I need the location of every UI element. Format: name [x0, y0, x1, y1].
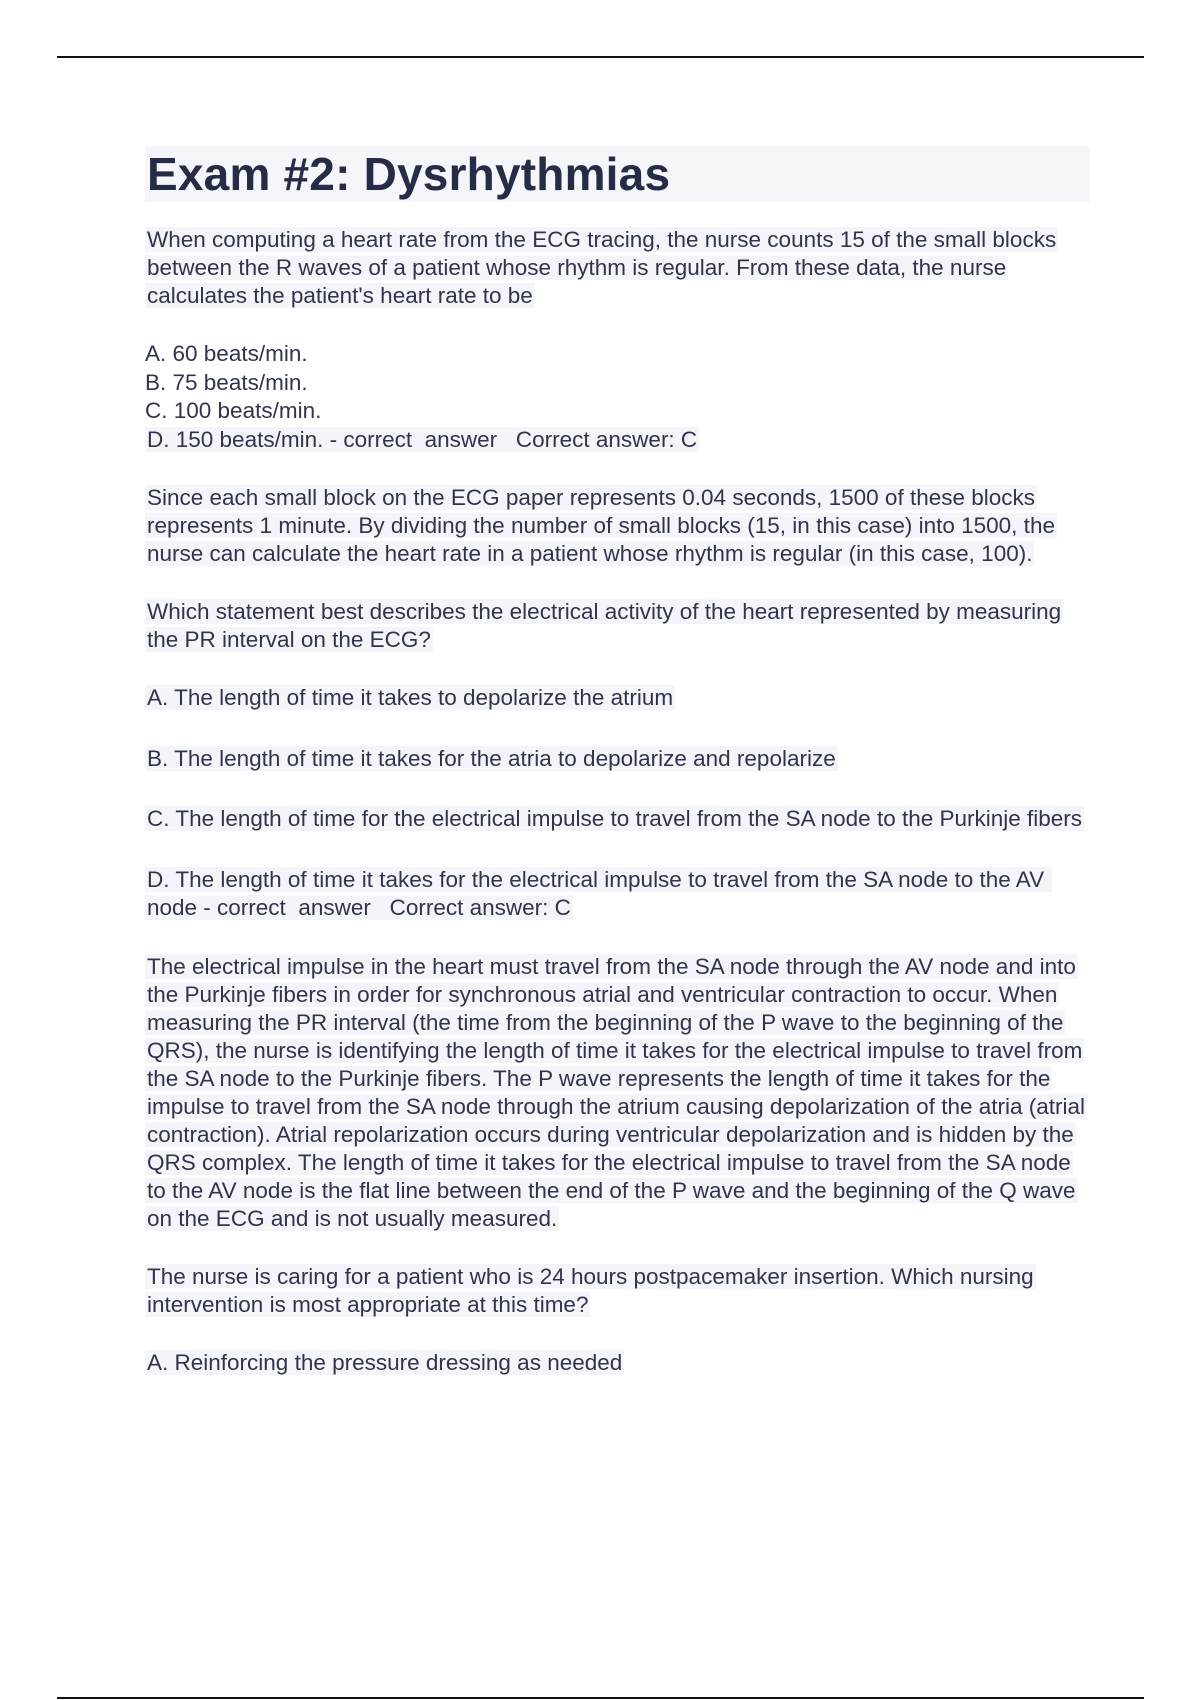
document-body [145, 146, 1090, 1377]
question-3-stem: The nurse is caring for a patient who is 24 hours postpacemaker insertion. Which nursing intervention is most appropriate at this time? [147, 1263, 1034, 1317]
question-1-rationale: Since each small block on the ECG paper represents 0.04 seconds, 1500 of these blocks represents 1 minute. By dividing the number of small blocks (15, in this case) into 1500, the nurse can calculate the heart rate in a patient whose rhythm is regular (in this case, 100). [147, 485, 1055, 566]
question-1-option-b: B. 75 beats/min. [145, 369, 308, 395]
question-2-option-a: A. The length of time it takes to depolarize the atrium [147, 685, 674, 710]
question-1-options [145, 340, 1090, 454]
footer-rule [57, 1697, 1144, 1699]
header-rule [57, 56, 1144, 58]
question-2-rationale: The electrical impulse in the heart must travel from the SA node through the AV node and into the Purkinje fibers in order for synchronous atrial and ventricular contraction to occur. When measuring the PR interval (the time from the beginning of the P wave to the beginning of the QRS), the nurse is identifying the length of time it takes for the electrical impulse to travel from the SA node to the Purkinje fibers. The P wave represents the length of time it takes for the impulse to travel from the SA node through the atrium causing depolarization of the atria (atrial contraction). Atrial repolarization occurs during ventricular depolarization and is hidden by the QRS complex. The length of time it takes for the electrical impulse to travel from the SA node to the AV node is the flat line between the end of the P wave and the beginning of the Q wave on the ECG and is not usually measured. [147, 953, 1086, 1231]
question-2-option-c: C. The length of time for the electrical impulse to travel from the SA node to the Purkinje fibers [147, 806, 1083, 831]
question-2-option-d: D. The length of time it takes for the electrical impulse to travel from the SA node to the AV node - correct answer Correct answer: C [147, 866, 1051, 920]
question-2-option-b: B. The length of time it takes for the atria to depolarize and repolarize [147, 745, 836, 771]
page-title: Exam #2: Dysrhythmias [145, 146, 1090, 202]
question-2-stem: Which statement best describes the electrical activity of the heart represented by measuring the PR interval on the ECG? [147, 599, 1062, 652]
question-1-option-c: C. 100 beats/min. [145, 398, 322, 423]
question-3-option-a: A. Reinforcing the pressure dressing as needed [147, 1349, 623, 1375]
question-1-option-a: A. 60 beats/min. [145, 341, 308, 366]
question-1-stem: When computing a heart rate from the ECG tracing, the nurse counts 15 of the small blocks between the R waves of a patient whose rhythm is regular. From these data, the nurse calculates the patient's heart rate to be [147, 227, 1057, 308]
question-1-option-d: D. 150 beats/min. - correct answer Correct answer: C [147, 426, 698, 452]
